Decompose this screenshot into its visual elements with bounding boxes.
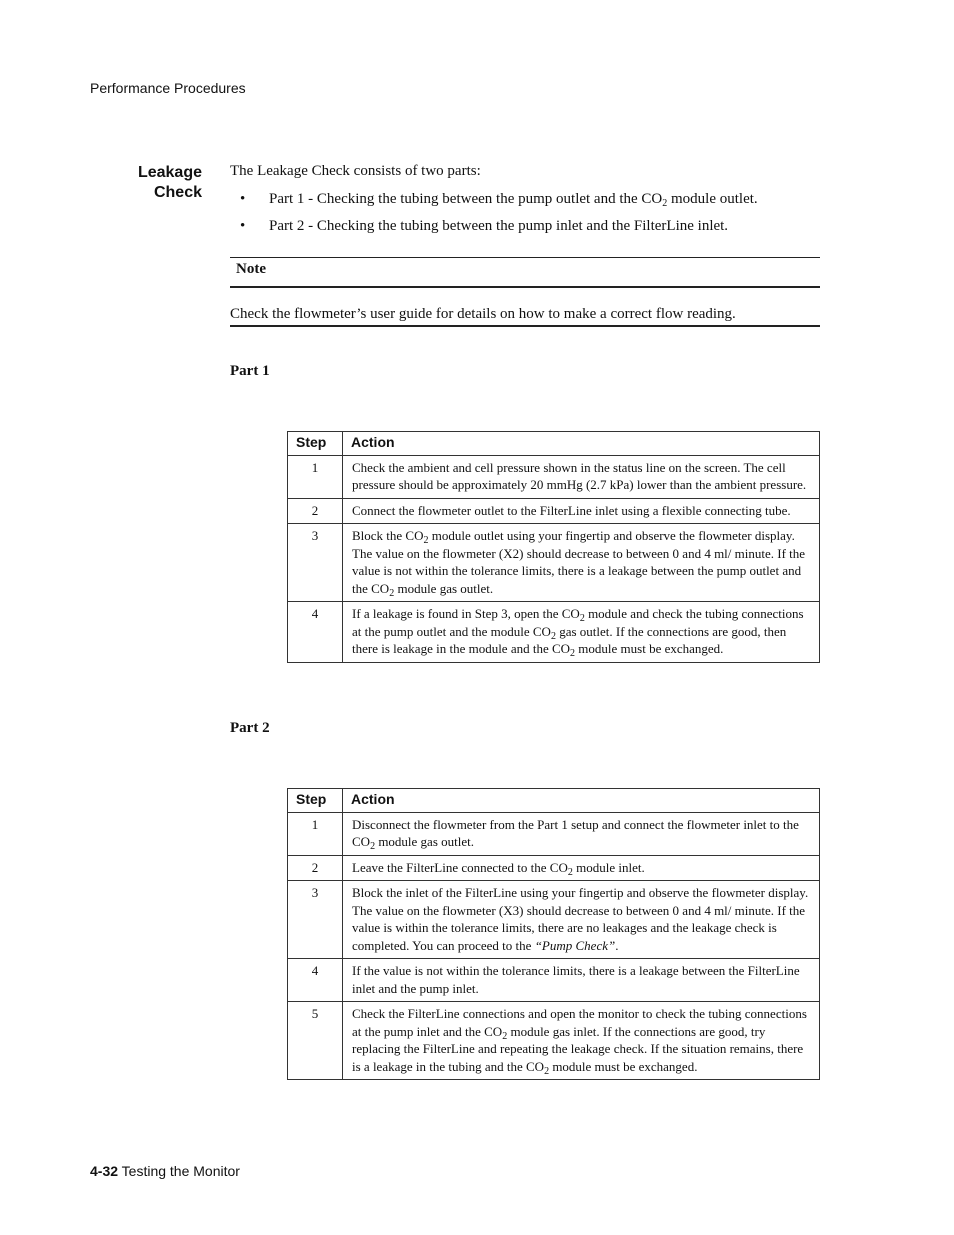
section-heading-line1: Leakage xyxy=(137,164,202,181)
table-row xyxy=(288,812,820,855)
part2-table xyxy=(287,788,820,1080)
step-number: 1 xyxy=(288,455,343,498)
page-number: 4-32 xyxy=(90,1163,119,1179)
part2-title: Part 2 xyxy=(230,720,270,736)
list-item: • Part 1 - Checking the tubing between the pump outlet and the $CO_2$ module outlet. xyxy=(240,191,758,209)
action-column-header: Action xyxy=(343,789,820,813)
table-row xyxy=(288,1002,820,1080)
part1-title: Part 1 xyxy=(230,363,270,379)
step-action: If a leakage is found in Step 3, open the $CO_2$ module and check the tubing connections at the pump outlet and the module $CO_2$ gas outlet. If the connections are good, then there is leakage in the module and the $CO_2$ module must be exchanged. xyxy=(343,602,820,663)
table-header-row xyxy=(288,432,820,456)
footer-title: Testing the Monitor xyxy=(118,1163,240,1179)
part1-table xyxy=(287,431,820,663)
step-number: 2 xyxy=(288,855,343,881)
pump-check-reference: “Pump Check” xyxy=(534,937,616,953)
step-action: Check the ambient and cell pressure shown in the status line on the screen. The cell pressure should be approximately 20 mmHg (2.7 kPa) lower than the ambient pressure. xyxy=(343,455,820,498)
section-content xyxy=(230,163,820,327)
step-number: 5 xyxy=(288,1002,343,1080)
section-heading-line2: Check xyxy=(153,184,202,201)
step-number: 1 xyxy=(288,812,343,855)
action-column-header: Action xyxy=(343,432,820,456)
section-heading xyxy=(102,163,202,203)
step-action: Block the inlet of the FilterLine using your fingertip and observe the flowmeter display. The value on the flowmeter (X3) should decrease to between 0 and 4 ml/ minute. If the value is within the tolerance limits, there are no leakages and the leakage check is completed. You can proceed to the “Pump Check”. xyxy=(343,881,820,959)
step-column-header: Step xyxy=(288,789,343,813)
step-action: If the value is not within the tolerance limits, there is a leakage between the FilterLine inlet and the pump inlet. xyxy=(343,959,820,1002)
table-row xyxy=(288,959,820,1002)
step-action: Check the FilterLine connections and open the monitor to check the tubing connections at the pump inlet and the $CO_2$ module gas inlet. If the connections are good, try replacing the FilterLine and repeating the leakage check. If the situation remains, there is a leakage in the tubing and the $CO_2$ module must be exchanged. xyxy=(343,1002,820,1080)
table-row xyxy=(288,855,820,881)
step-action: Leave the FilterLine connected to the $CO_2$ module inlet. xyxy=(343,855,820,881)
list-item: • Part 2 - Checking the tubing between the pump inlet and the FilterLine inlet. xyxy=(240,218,729,234)
note-label: Note xyxy=(230,257,820,288)
note-text: Check the flowmeter’s user guide for details on how to make a correct flow reading. xyxy=(230,306,820,327)
running-header: Performance Procedures xyxy=(90,80,246,96)
parts-list xyxy=(230,191,820,235)
table-row xyxy=(288,455,820,498)
table-row xyxy=(288,498,820,524)
step-number: 4 xyxy=(288,602,343,663)
table-row xyxy=(288,881,820,959)
step-column-header: Step xyxy=(288,432,343,456)
intro-paragraph: The Leakage Check consists of two parts: xyxy=(230,163,481,179)
step-action: Block the $CO_2$ module outlet using your fingertip and observe the flowmeter display. The value on the flowmeter (X2) should decrease to between 0 and 4 ml/ minute. If the value is not within the tolerance limits, there is a leakage between the pump outlet and the $CO_2$ module gas outlet. xyxy=(343,524,820,602)
bullet-icon: • xyxy=(240,218,246,234)
step-action: Connect the flowmeter outlet to the FilterLine inlet using a flexible connecting tube. xyxy=(343,498,820,524)
step-action: Disconnect the flowmeter from the Part 1 setup and connect the flowmeter inlet to the $CO_2$ module gas outlet. xyxy=(343,812,820,855)
step-number: 3 xyxy=(288,881,343,959)
table-header-row xyxy=(288,789,820,813)
table-row xyxy=(288,602,820,663)
step-number: 4 xyxy=(288,959,343,1002)
page-footer xyxy=(90,1163,240,1179)
step-number: 3 xyxy=(288,524,343,602)
table-row xyxy=(288,524,820,602)
step-number: 2 xyxy=(288,498,343,524)
bullet-icon: • xyxy=(240,191,246,207)
